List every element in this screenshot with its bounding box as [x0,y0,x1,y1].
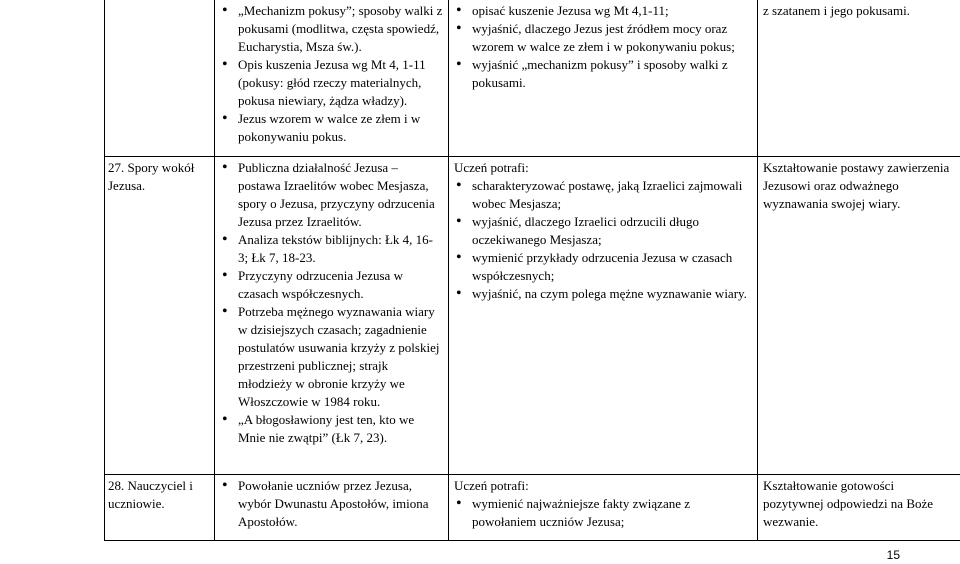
list-item: • „A błogosławiony jest ten, kto we Mnie nie zwątpi” (Łk 7, 23). [220,411,443,447]
list-item: • Jezus wzorem w walce ze złem i w pokonywaniu pokus. [220,110,443,146]
goals-list [454,495,752,531]
list-item: • opisać kuszenie Jezusa wg Mt 4,1-11; [454,2,752,20]
list-item: • Opis kuszenia Jezusa wg Mt 4, 1-11 (pokusy: głód rzeczy materialnych, pokusa niewiary, żądza władzy). [220,56,443,110]
content-list [220,159,443,447]
content-list [220,477,443,531]
list-item: • scharakteryzować postawę, jaką Izraelici zajmowali wobec Mesjasza; [454,177,752,213]
list-item: • „Mechanizm pokusy”; sposoby walki z pokusami (modlitwa, częsta spowiedź, Eucharystia, Msza św.). [220,2,443,56]
topic-cell: 27. Spory wokół Jezusa. [105,156,215,474]
list-item: • Powołanie uczniów przez Jezusa, wybór Dwunastu Apostołów, imiona Apostołów. [220,477,443,531]
list-item: • wymienić przykłady odrzucenia Jezusa w czasach współczesnych; [454,249,752,285]
list-item: • wyjaśnić, na czym polega mężne wyznawanie wiary. [454,285,752,303]
list-item: • Publiczna działalność Jezusa – postawa Izraelitów wobec Mesjasza, spory o Jezusa, przyczyny odrzucenia Jezusa przez Izraelitów. [220,159,443,231]
goals-cell [449,474,758,540]
topic-cell [105,0,215,156]
content-cell [215,474,449,540]
list-item: • wymienić najważniejsze fakty związane z powołaniem uczniów Jezusa; [454,495,752,531]
list-item: • wyjaśnić, dlaczego Izraelici odrzucili długo oczekiwanego Mesjasza; [454,213,752,249]
attitudes-cell: Kształtowanie gotowości pozytywnej odpowiedzi na Boże wezwanie. [758,474,960,540]
goals-cell [449,156,758,474]
page-number: 15 [886,548,900,562]
goals-lead: Uczeń potrafi: [454,477,529,493]
attitudes-cell: Kształtowanie postawy zawierzenia Jezusowi oraz odważnego wyznawania swojej wiary. [758,156,960,474]
table-row [105,0,960,156]
list-item: • wyjaśnić „mechanizm pokusy” i sposoby walki z pokusami. [454,56,752,92]
table-row [105,156,960,474]
list-item: • Analiza tekstów biblijnych: Łk 4, 16-3; Łk 7, 18-23. [220,231,443,267]
goals-cell [449,0,758,156]
content-cell [215,0,449,156]
list-item: • wyjaśnić, dlaczego Jezus jest źródłem mocy oraz wzorem w walce ze złem i w pokonywaniu pokus; [454,20,752,56]
content-list [220,2,443,146]
attitudes-cell: z szatanem i jego pokusami. [758,0,960,156]
goals-list [454,177,752,303]
table-row [105,474,960,540]
content-cell [215,156,449,474]
list-item: • Potrzeba mężnego wyznawania wiary w dzisiejszych czasach; zagadnienie postulatów usuwania krzyży z polskiej przestrzeni publicznej; strajk młodzieży w obronie krzyży we Włoszczowie w 1984 roku. [220,303,443,411]
goals-list [454,2,752,92]
curriculum-table [104,0,960,541]
list-item: • Przyczyny odrzucenia Jezusa w czasach współczesnych. [220,267,443,303]
topic-cell: 28. Nauczyciel i uczniowie. [105,474,215,540]
goals-lead: Uczeń potrafi: [454,159,529,175]
